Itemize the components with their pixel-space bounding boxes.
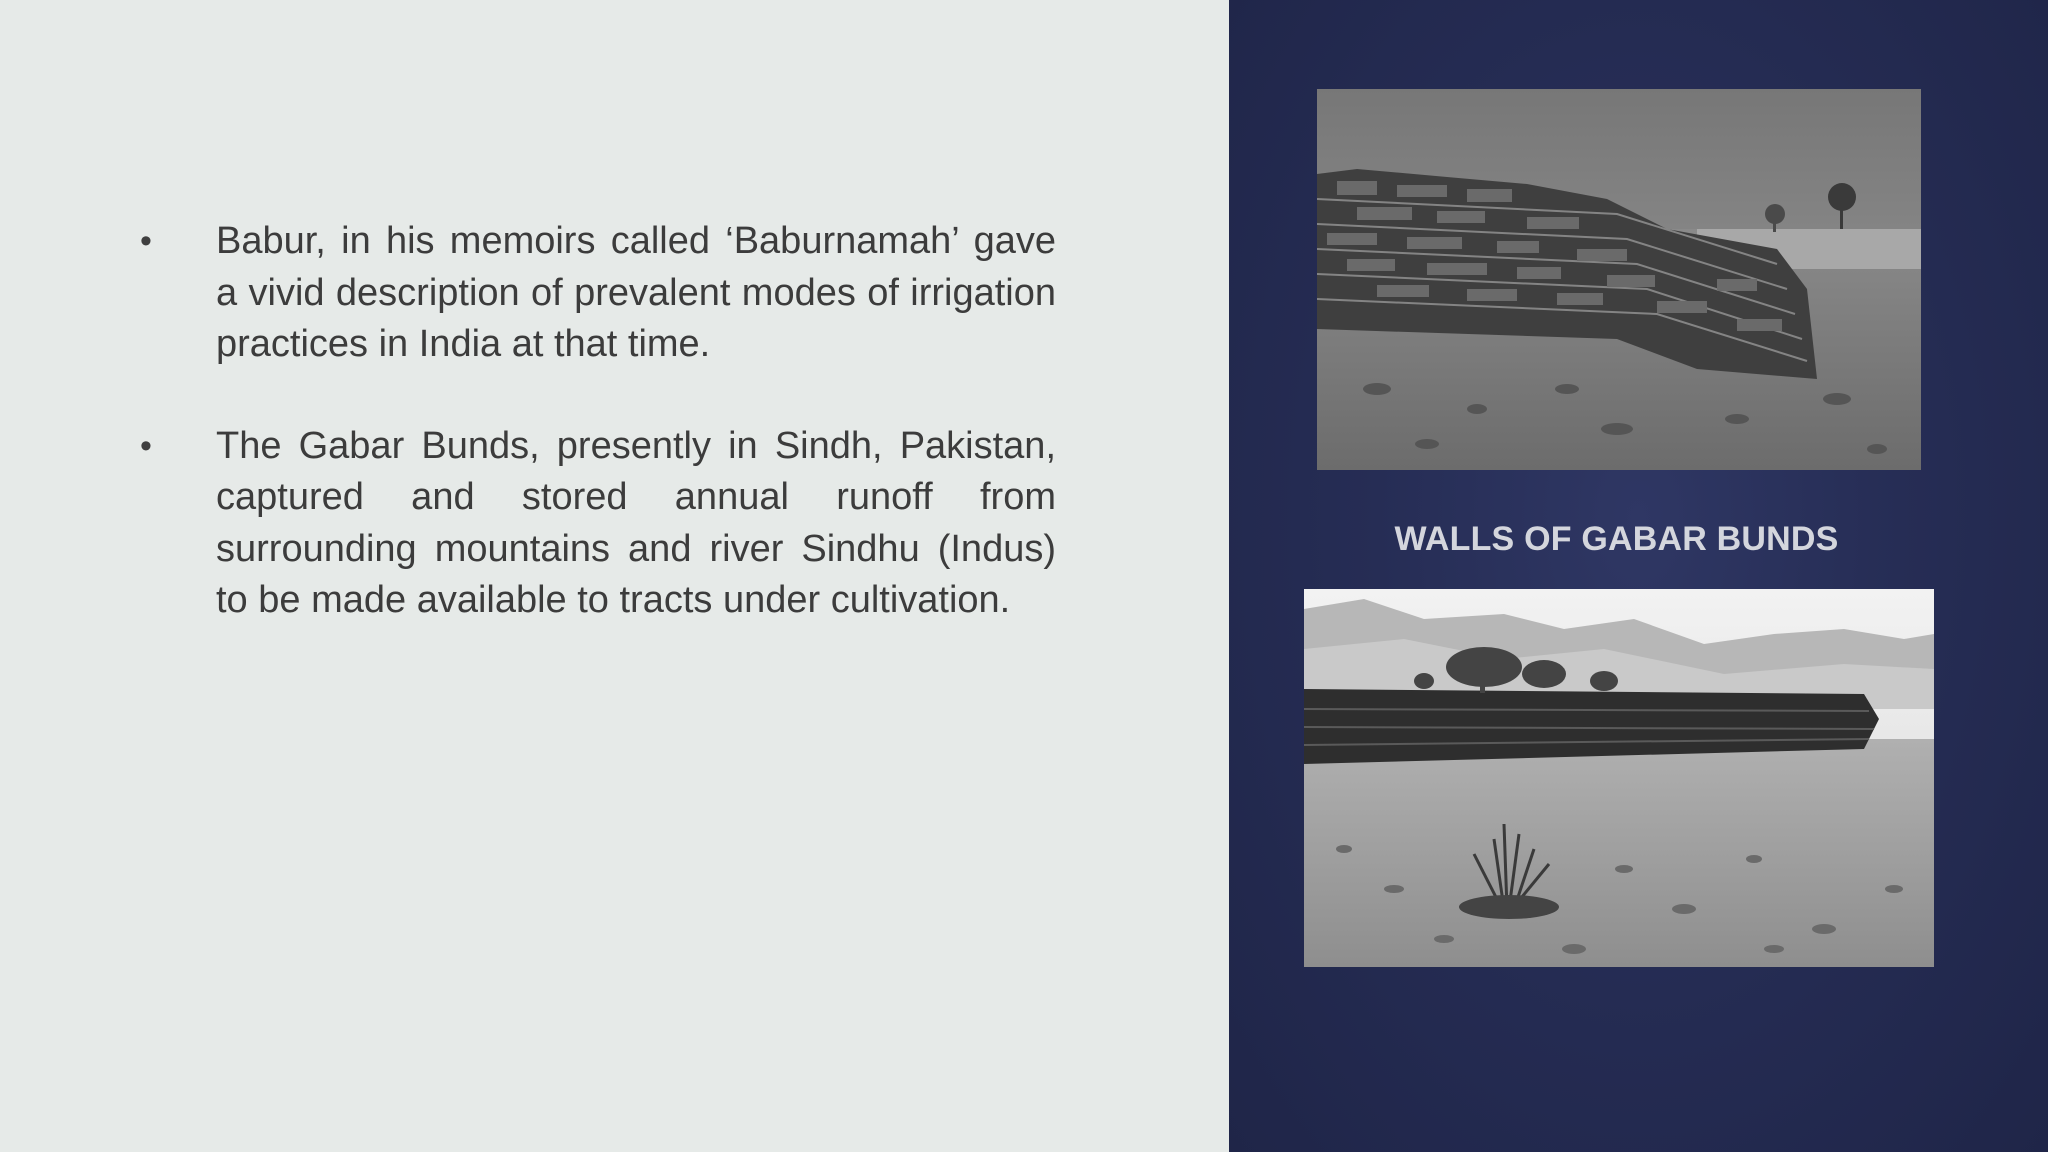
long-wall-image [1304,589,1934,967]
bullet-item-baburnamah [136,216,1056,371]
bullet-dot-icon: • [140,222,152,260]
bullet-dot-icon: • [140,426,152,465]
stone-wall-image [1317,89,1921,470]
photo-caption: WALLS OF GABAR BUNDS [1394,520,1839,558]
bullet-list [136,216,1056,677]
gabar-bund-wall-photo-bottom [1304,589,1934,967]
bullet-item-gabar-bunds [136,421,1056,627]
bullet-text: Babur, in his memoirs called ‘Baburnamah’ gave a vivid description of prevalent modes of irrigation practices in India at that time. [216,220,1056,365]
bullet-text: The Gabar Bunds, presently in Sindh, Pakistan, captured and stored annual runoff from surrounding mountains and river Sindhu (Indus) to be made available to tracts under cultivation. [216,424,1056,621]
gabar-bund-wall-photo-top [1317,89,1921,470]
